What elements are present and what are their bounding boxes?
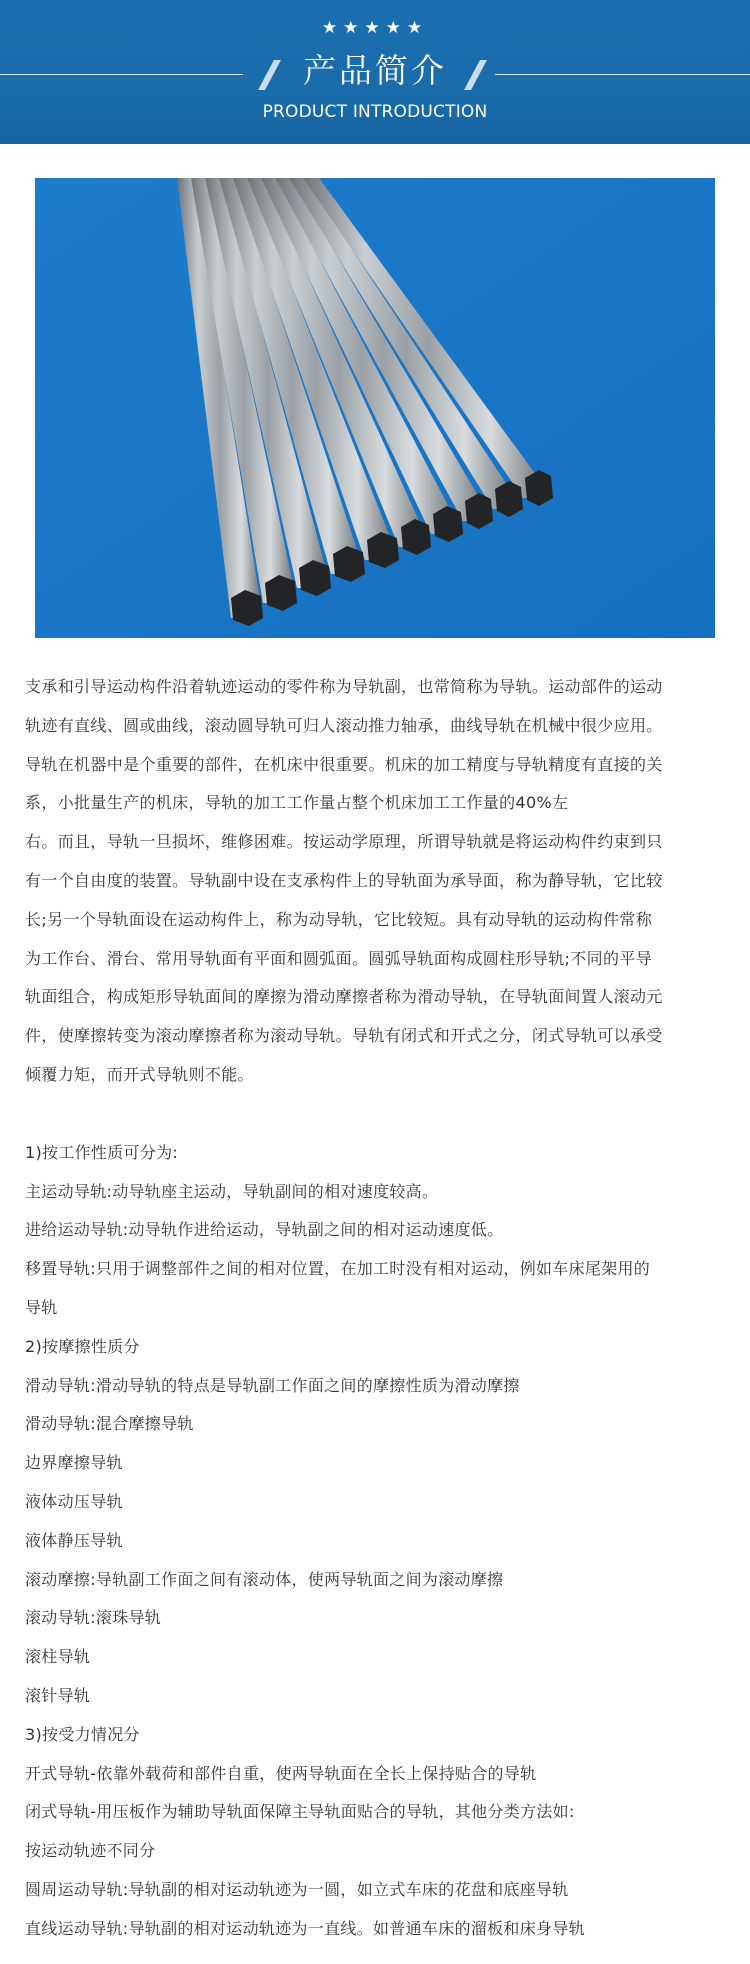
list-item: 进给运动导轨:动导轨作进给运动，导轨副之间的相对运动速度低。 — [25, 1220, 504, 1240]
list-item: 圆周运动导轨:导轨副的相对运动轨迹为一圆，如立式车床的花盘和底座导轨 — [25, 1879, 569, 1899]
list-item: 主运动导轨:动导轨座主运动，导轨副间的相对速度较高。 — [25, 1181, 439, 1201]
list-item: 移置导轨:只用于调整部件之间的相对位置，在加工时没有相对运动，例如车床尾架用的 — [25, 1259, 651, 1279]
list-item: 边界摩擦导轨 — [25, 1453, 123, 1473]
title-banner — [0, 0, 750, 144]
list-item: 开式导轨-依靠外载荷和部件自重，使两导轨面在全长上保持贴合的导轨 — [25, 1763, 537, 1783]
text-line: 支承和引导运动构件沿着轨迹运动的零件称为导轨副，也常简称为导轨。运动部件的运动 — [25, 677, 663, 696]
list-heading: 3)按受力情况分 — [25, 1724, 140, 1744]
text-line: 轨迹有直线、圆或曲线，滚动圆导轨可归人滚动推力轴承，曲线导轨在机械中很少应用。 — [25, 715, 663, 735]
text-line: 为工作台、滑台、常用导轨面有平面和圆弧面。圆弧导轨面构成圆柱形导轨;不同的平导 — [25, 948, 653, 968]
intro-paragraph — [25, 668, 730, 1095]
text-line: 右。而且，导轨一旦损坏，维修困难。按运动学原理，所谓导轨就是将运动构件约束到只 — [25, 832, 663, 852]
star-rating-decoration: ★★★★★ — [321, 18, 429, 38]
list-item: 滚针导轨 — [25, 1685, 91, 1705]
list-heading: 2)按摩擦性质分 — [25, 1336, 140, 1356]
list-item: 直线运动导轨:导轨副的相对运动轨迹为一直线。如普通车床的溜板和床身导轨 — [25, 1918, 585, 1938]
list-item: 按运动轨迹不同分 — [25, 1841, 156, 1861]
text-line: 倾覆力矩，而开式导轨则不能。 — [25, 1064, 254, 1084]
hex-guide-rails-image — [35, 178, 715, 638]
list-item: 滚动导轨:滚珠导轨 — [25, 1608, 162, 1628]
right-divider-line — [495, 74, 750, 75]
list-item: 液体静压导轨 — [25, 1530, 123, 1550]
section-subtitle: PRODUCT INTRODUCTION — [262, 102, 488, 122]
list-item: 滑动导轨:滑动导轨的特点是导轨副工作面之间的摩擦性质为滑动摩擦 — [25, 1375, 520, 1395]
list-item: 滚柱导轨 — [25, 1647, 91, 1667]
product-photo — [35, 178, 715, 638]
text-line: 件，使摩擦转变为滚动摩擦者称为滚动导轨。导轨有闭式和开式之分，闭式导轨可以承受 — [25, 1026, 663, 1046]
list-heading: 1)按工作性质可分为: — [25, 1142, 179, 1162]
list-item: 液体动压导轨 — [25, 1491, 123, 1511]
text-line: 轨面组合，构成矩形导轨面间的摩擦为滑动摩擦者称为滑动导轨，在导轨面间置人滚动元 — [25, 987, 663, 1007]
list-item: 滚动摩擦:导轨副工作面之间有滚动体，使两导轨面之间为滚动摩擦 — [25, 1569, 504, 1589]
list-item: 滑动导轨:混合摩擦导轨 — [25, 1414, 194, 1434]
list-item: 导轨 — [25, 1297, 58, 1317]
text-line: 系，小批量生产的机床，导轨的加工工作量占整个机床加工工作量的40%左 — [25, 793, 569, 813]
section-title: 产品简介 — [303, 51, 447, 90]
text-line: 长;另一个导轨面设在运动构件上，称为动导轨，它比较短。具有动导轨的运动构件常称 — [25, 909, 653, 929]
text-line: 导轨在机器中是个重要的部件，在机床中很重要。机床的加工精度与导轨精度有直接的关 — [25, 754, 663, 774]
text-line: 有一个自由度的装置。导轨副中设在支承构件上的导轨面为承导面，称为静导轨，它比较 — [25, 870, 663, 890]
classification-list — [25, 1134, 730, 1949]
article-body — [25, 668, 730, 1949]
list-item: 闭式导轨-用压板作为辅助导轨面保障主导轨面贴合的导轨，其他分类方法如: — [25, 1802, 575, 1822]
